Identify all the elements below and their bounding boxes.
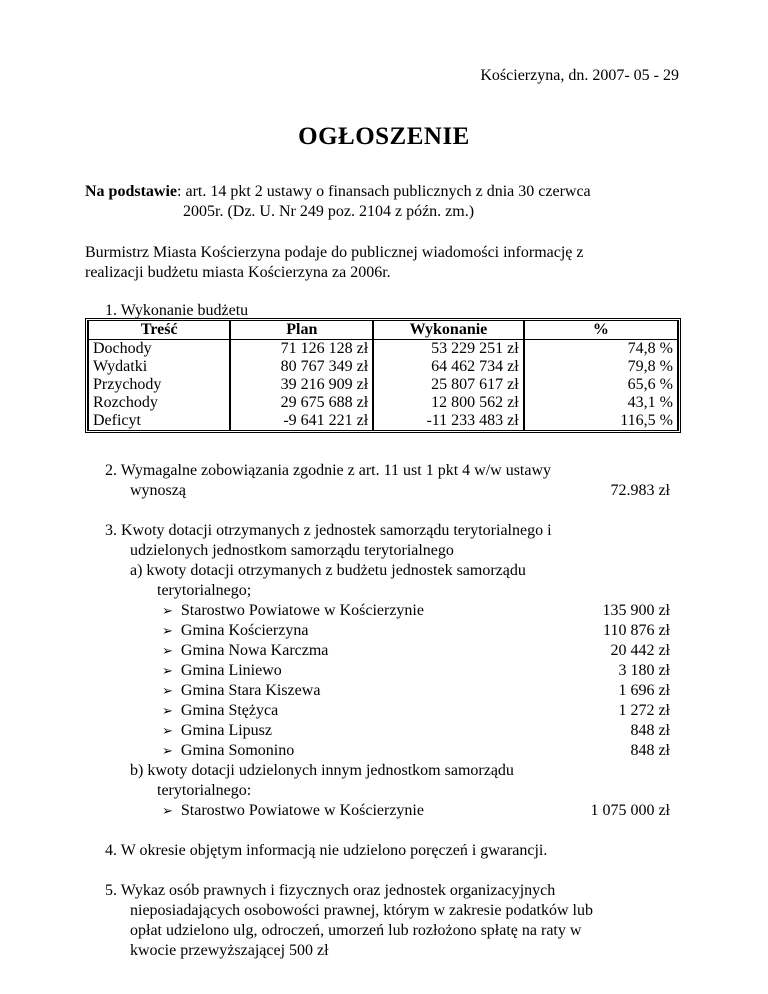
section-2-amount: 72.983 zł <box>610 482 670 499</box>
arrow-bullet-icon: ➢ <box>162 684 173 699</box>
arrow-bullet-icon: ➢ <box>162 704 173 719</box>
row-label: Przychody <box>88 376 230 394</box>
plan-cell: -9 641 221 zł <box>230 412 373 430</box>
item-amount: 1 272 zł <box>618 702 670 719</box>
basis-text-1: : art. 14 pkt 2 ustawy o finansach publicznych z dnia 30 czerwca <box>177 183 591 200</box>
percent-cell: 74,8 % <box>524 340 678 358</box>
item-name: Gmina Stężyca <box>180 702 279 719</box>
row-label: Rozchody <box>88 394 230 412</box>
list-item <box>162 741 294 762</box>
section-1-heading: 1. Wykonanie budżetu <box>105 302 249 319</box>
row-label: Dochody <box>88 340 230 358</box>
plan-cell: 39 216 909 zł <box>230 376 373 394</box>
section-5-line-2: nieposiadających osobowości prawnej, którym w zakresie podatków lub <box>130 902 593 919</box>
item-name: Gmina Liniewo <box>180 662 282 679</box>
item-name: Gmina Nowa Karczma <box>180 642 329 659</box>
section-3a-line-1: a) kwoty dotacji otrzymanych z budżetu jednostek samorządu <box>130 562 526 579</box>
item-amount: 848 zł <box>630 742 670 759</box>
item-amount: 110 876 zł <box>603 622 670 639</box>
list-item <box>162 621 308 642</box>
wykonanie-cell: 53 229 251 zł <box>373 340 524 358</box>
arrow-bullet-icon: ➢ <box>162 724 173 739</box>
item-amount: 135 900 zł <box>602 602 670 619</box>
table-row <box>88 394 678 412</box>
section-2-line-1: 2. Wymagalne zobowiązania zgodnie z art. 11 ust 1 pkt 4 w/w ustawy <box>105 462 552 479</box>
item-amount: 3 180 zł <box>618 662 670 679</box>
table-row <box>88 340 678 358</box>
section-4-line-1: 4. W okresie objętym informacją nie udzielono poręczeń i gwarancji. <box>105 842 548 859</box>
arrow-bullet-icon: ➢ <box>162 624 173 639</box>
arrow-bullet-icon: ➢ <box>162 744 173 759</box>
budget-table <box>85 318 681 433</box>
column-header: Wykonanie <box>373 321 524 340</box>
column-header: Plan <box>230 321 373 340</box>
item-name: Gmina Lipusz <box>180 722 272 739</box>
table-header-row <box>88 321 678 340</box>
list-item <box>162 801 424 822</box>
item-name: Gmina Stara Kiszewa <box>180 682 321 699</box>
arrow-bullet-icon: ➢ <box>162 804 173 819</box>
basis-line-2: 2005r. (Dz. U. Nr 249 poz. 2104 z późn. zm.) <box>183 203 475 220</box>
list-item <box>162 641 328 662</box>
item-amount: 848 zł <box>630 722 670 739</box>
table-row <box>88 412 678 430</box>
list-item <box>162 661 282 682</box>
section-5-line-3: opłat udzielono ulg, odroczeń, umorzeń lub rozłożono spłatę na raty w <box>130 922 582 939</box>
percent-cell: 43,1 % <box>524 394 678 412</box>
row-label: Wydatki <box>88 358 230 376</box>
item-name: Gmina Kościerzyna <box>180 622 309 639</box>
wykonanie-cell: 64 462 734 zł <box>373 358 524 376</box>
arrow-bullet-icon: ➢ <box>162 644 173 659</box>
item-name: Starostwo Powiatowe w Kościerzynie <box>180 602 424 619</box>
arrow-bullet-icon: ➢ <box>162 604 173 619</box>
item-amount: 20 442 zł <box>610 642 670 659</box>
basis-label: Na podstawie <box>85 183 178 200</box>
intro-line-1: Burmistrz Miasta Kościerzyna podaje do publicznej wiadomości informację z <box>85 244 584 261</box>
section-5-line-1: 5. Wykaz osób prawnych i fizycznych oraz jednostek organizacyjnych <box>105 882 556 899</box>
item-amount: 1 696 zł <box>618 682 670 699</box>
arrow-bullet-icon: ➢ <box>162 664 173 679</box>
item-name: Starostwo Powiatowe w Kościerzynie <box>180 802 424 819</box>
wykonanie-cell: 12 800 562 zł <box>373 394 524 412</box>
wykonanie-cell: -11 233 483 zł <box>373 412 524 430</box>
intro-line-2: realizacji budżetu miasta Kościerzyna za 2006r. <box>85 264 391 281</box>
column-header: % <box>524 321 678 340</box>
plan-cell: 29 675 688 zł <box>230 394 373 412</box>
list-item <box>162 681 320 702</box>
list-item <box>162 701 278 722</box>
table-row <box>88 358 678 376</box>
percent-cell: 79,8 % <box>524 358 678 376</box>
section-3a-line-2: terytorialnego; <box>157 582 252 599</box>
percent-cell: 65,6 % <box>524 376 678 394</box>
percent-cell: 116,5 % <box>524 412 678 430</box>
basis-line-1 <box>85 182 591 202</box>
row-label: Deficyt <box>88 412 230 430</box>
place-date: Kościerzyna, dn. 2007- 05 - 29 <box>480 67 679 84</box>
wykonanie-cell: 25 807 617 zł <box>373 376 524 394</box>
column-header: Treść <box>88 321 230 340</box>
page-title: OGŁOSZENIE <box>298 123 470 150</box>
list-item <box>162 721 272 742</box>
section-3-line-1: 3. Kwoty dotacji otrzymanych z jednostek samorządu terytorialnego i <box>105 522 552 539</box>
section-5-line-4: kwocie przewyższającej 500 zł <box>130 942 329 959</box>
section-3-line-2: udzielonych jednostkom samorządu terytorialnego <box>130 542 454 559</box>
section-3b-line-2: terytorialnego: <box>157 782 252 799</box>
item-amount: 1 075 000 zł <box>590 802 670 819</box>
plan-cell: 80 767 349 zł <box>230 358 373 376</box>
section-3b-line-1: b) kwoty dotacji udzielonych innym jednostkom samorządu <box>130 762 514 779</box>
list-item <box>162 601 424 622</box>
section-2-line-2: wynoszą <box>130 482 186 499</box>
table-row <box>88 376 678 394</box>
item-name: Gmina Somonino <box>180 742 295 759</box>
plan-cell: 71 126 128 zł <box>230 340 373 358</box>
